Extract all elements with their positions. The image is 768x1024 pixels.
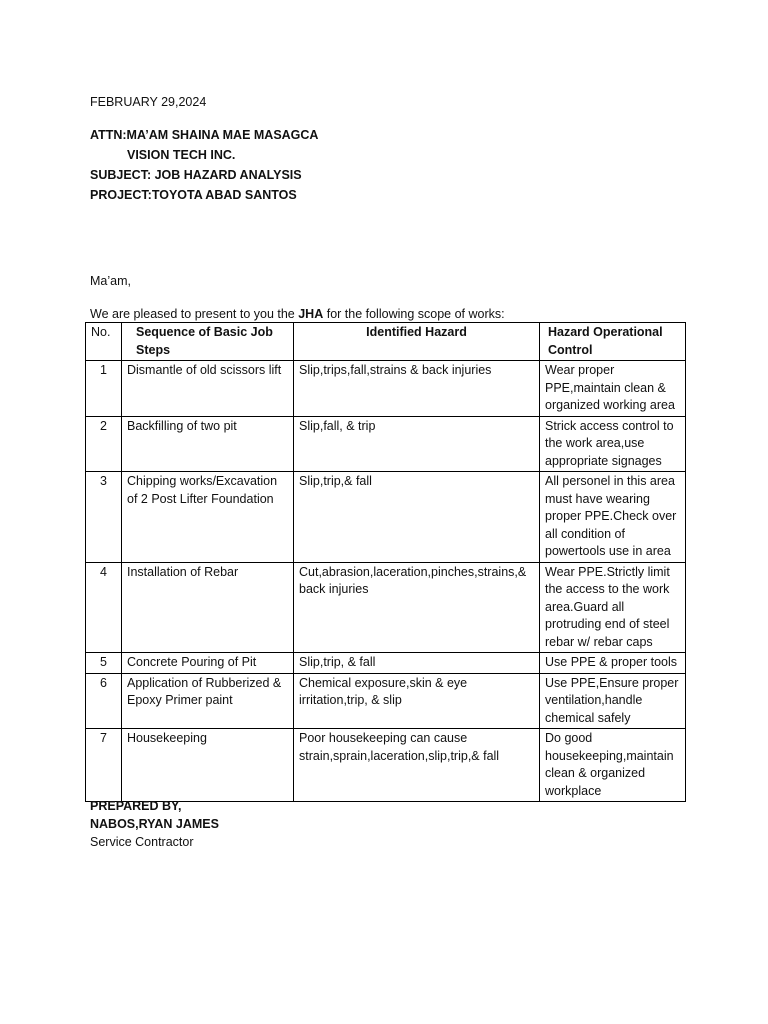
cell-step: Dismantle of old scissors lift [122,361,294,417]
company-name: VISION TECH INC. [127,148,236,162]
cell-control: Do good housekeeping,maintain clean & organized workplace [540,729,686,802]
table-row [86,562,686,653]
intro-prefix: We are pleased to present to you the [90,307,299,321]
cell-no: 3 [86,472,122,563]
cell-hazard: Slip,trip, & fall [294,653,540,674]
intro-suffix: for the following scope of works: [323,307,505,321]
cell-no: 1 [86,361,122,417]
cell-step: Installation of Rebar [122,562,294,653]
table-row [86,361,686,417]
cell-hazard: Poor housekeeping can cause strain,sprain,laceration,slip,trip,& fall [294,729,540,802]
cell-hazard: Slip,trips,fall,strains & back injuries [294,361,540,417]
cell-hazard: Chemical exposure,skin & eye irritation,trip, & slip [294,673,540,729]
cell-hazard: Slip,fall, & trip [294,416,540,472]
cell-no: 6 [86,673,122,729]
cell-control: Use PPE & proper tools [540,653,686,674]
cell-no: 5 [86,653,122,674]
table-row [86,416,686,472]
cell-no: 2 [86,416,122,472]
subject-line: SUBJECT: JOB HAZARD ANALYSIS [90,168,302,182]
cell-control: Strick access control to the work area,use appropriate signages [540,416,686,472]
table-row [86,729,686,802]
table-row [86,653,686,674]
cell-step: Application of Rubberized & Epoxy Primer paint [122,673,294,729]
intro-paragraph [90,305,505,323]
project-line: PROJECT:TOYOTA ABAD SANTOS [90,188,297,202]
letter-date: FEBRUARY 29,2024 [90,95,207,109]
cell-control: Use PPE,Ensure proper ventilation,handle chemical safely [540,673,686,729]
preparer-name: NABOS,RYAN JAMES [90,817,219,831]
header-no: No. [86,323,122,361]
cell-no: 7 [86,729,122,802]
cell-step: Housekeeping [122,729,294,802]
cell-hazard: Slip,trip,& fall [294,472,540,563]
table-row [86,472,686,563]
header-steps: Sequence of Basic Job Steps [122,323,294,361]
cell-control: Wear PPE.Strictly limit the access to the work area.Guard all protruding end of steel rebar w/ rebar caps [540,562,686,653]
salutation: Ma’am, [90,274,131,288]
preparer-role: Service Contractor [90,835,194,849]
table-row [86,673,686,729]
prepared-by-label: PREPARED BY, [90,799,182,813]
cell-step: Backfilling of two pit [122,416,294,472]
table-body [86,361,686,802]
cell-step: Concrete Pouring of Pit [122,653,294,674]
intro-jha: JHA [298,307,324,321]
attention-line: ATTN:MA’AM SHAINA MAE MASAGCA [90,128,319,142]
cell-control: Wear proper PPE,maintain clean & organized working area [540,361,686,417]
cell-step: Chipping works/Excavation of 2 Post Lifter Foundation [122,472,294,563]
cell-no: 4 [86,562,122,653]
header-hazard: Identified Hazard [294,323,540,361]
header-control: Hazard Operational Control [540,323,686,361]
jha-table [85,322,686,802]
table-header-row [86,323,686,361]
cell-hazard: Cut,abrasion,laceration,pinches,strains,& back injuries [294,562,540,653]
cell-control: All personel in this area must have wearing proper PPE.Check over all condition of powertools use in area [540,472,686,563]
